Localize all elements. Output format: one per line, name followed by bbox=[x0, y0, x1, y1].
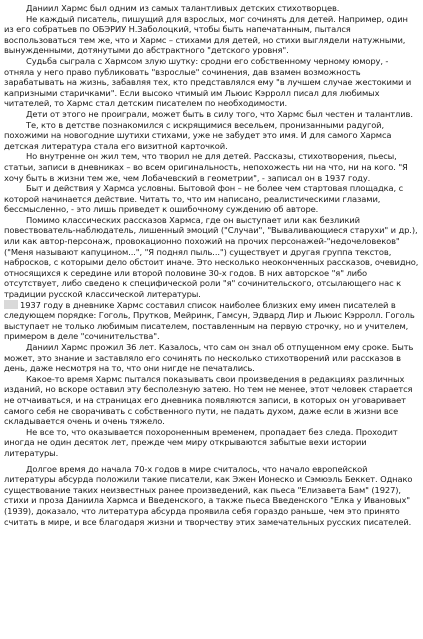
paragraph-1937-list bbox=[4, 300, 419, 342]
paragraph-time: Не все то, что оказывается похороненным временем, пропадает без следа. Проходит иногда не один десяток лет, прежде чем миру открываются забытые вехи истории литературы. bbox=[4, 426, 398, 458]
paragraph-classic-stories: Помимо классических рассказов Хармса, где он выступает или как безликий повествователь-наблюдатель, лишенный эмоций ("Случаи", "Вываливающиеся старухи" и др.), или как автор-персонаж, провокационно похожий на прочих персонажей-"недочеловеков" ("Меня называют капуцином...", "Я поднял пыль...") существует и другая группа текстов, набросков, с которыми дело обстоит иначе. Это несколько неоконченных рассказов, очевидно, относящихся к середине или второй половине 30-х годов. В них авторское "я" либо отсутствует, либо сведено к специфической роли "я" сочинительского, отсылающего нас к традиции русской классической литературы. bbox=[4, 214, 419, 300]
paragraph-absurd: Долгое время до начала 70-х годов в мире считалось, что начало европейской литературы абсурда положили такие писатели, как Эжен Ионеско и Сэмюэль Беккет. Однако существование таких неизвестных ранее произведений, как пьеса "Елизавета Бам" (1927), стихи и проза Даниила Хармса и Введенского, а также пьеса Введенского "Елка у Ивановых" (1939), доказало, что литература абсурда проявила себя гораздо раньше, чем это принято считать в мире, и все благодаря жизни и творчеству этих замечательных русских писателей. bbox=[4, 463, 413, 527]
paragraph-36-years: Даниил Хармс прожил 36 лет. Казалось, что сам он знал об отпущенном ему сроке. Быть может, это знание и заставляло его сочинять по несколько стихотворений или рассказов в день, даже несмотря на то, что они нигде не печатались. bbox=[4, 342, 414, 374]
paragraph-children: Дети от этого не проиграли, может быть в силу того, что Хармс был честен и талантлив. bbox=[26, 108, 413, 119]
paragraph-intro: Даниил Хармс был одним из самых талантливых детских стихотворцев. bbox=[26, 3, 340, 13]
paragraph-conventions: Быт и действия у Хармса условны. Бытовой фон – не более чем стартовая площадка, с которой начинается действие. Читать то, что им написано, реалистическими глазами, бессмысленно, - это лишь приведет к ошибочному суждению об авторе. bbox=[4, 183, 404, 215]
paragraph-memory: Те, кто в детстве познакомился с искрящимися весельем, пронизанными радугой, похожими на новогодние шутихи стихами, уже не забудет это имя. И для самого Хармса детская литература стала его визитной карточкой. bbox=[4, 119, 392, 151]
paragraph-editors: Какое-то время Хармс пытался показывать свои произведения в редакциях различных изданий, но вскоре оставил эту бесполезную затею. Но тем не менее, этот человек старается не отчаиваться, и на страницах его дневника появляются записи, в которых он уговаривает самого себя не сворачивать с собственного пути, не падать духом, даже если в жизни все складывается очень и очень тяжело. bbox=[4, 373, 413, 427]
paragraph-fate: Судьба сыграла с Хармсом злую шутку: сродни его собственному черному юмору, - отняла у него право публиковать "взрослые" сочинения, дав взамен возможность зарабатывать на жизнь, забавляя тех, кто представлялся ему "в лучшем случае жестокими и капризными старичками". Если высоко чтимый им Льюис Кэрролл писал для любимых читателей, то Хармс стал детским писателем по необходимости. bbox=[4, 55, 412, 109]
paragraph-inner-life: Но внутренне он жил тем, что творил не для детей. Рассказы, стихотворения, пьесы, статьи, записи в дневниках – во всем оригинальность, непохожесть ни на что, ни на кого. "Я хочу быть в жизни тем же, чем Лобачевский в геометрии", - записал он в 1937 году. bbox=[4, 151, 408, 183]
paragraph-1937-list-text: 1937 году в дневнике Хармс составил список наиболее близких ему имен писателей в следующем порядке: Гоголь, Прутков, Мейринк, Гамсун, Эдвард Лир и Льюис Кэрролл. Гоголь выступает не только любимым писателем, поставленным на первую строчку, но и учителем, примером в деле "сочинительства". bbox=[4, 299, 415, 342]
paragraph-zabolotsky: Не каждый писатель, пишущий для взрослых, мог сочинять для детей. Например, один из его собратьев по ОБЭРИУ Н.Заболоцкий, чтобы быть напечатанным, пытался воспользоваться тем же, что и Хармс – стихами для детей, но стихи выглядели натужными, вынужденными, дотянутыми до абстрактного "детского уровня". bbox=[4, 13, 408, 56]
highlight-marker bbox=[4, 300, 18, 309]
